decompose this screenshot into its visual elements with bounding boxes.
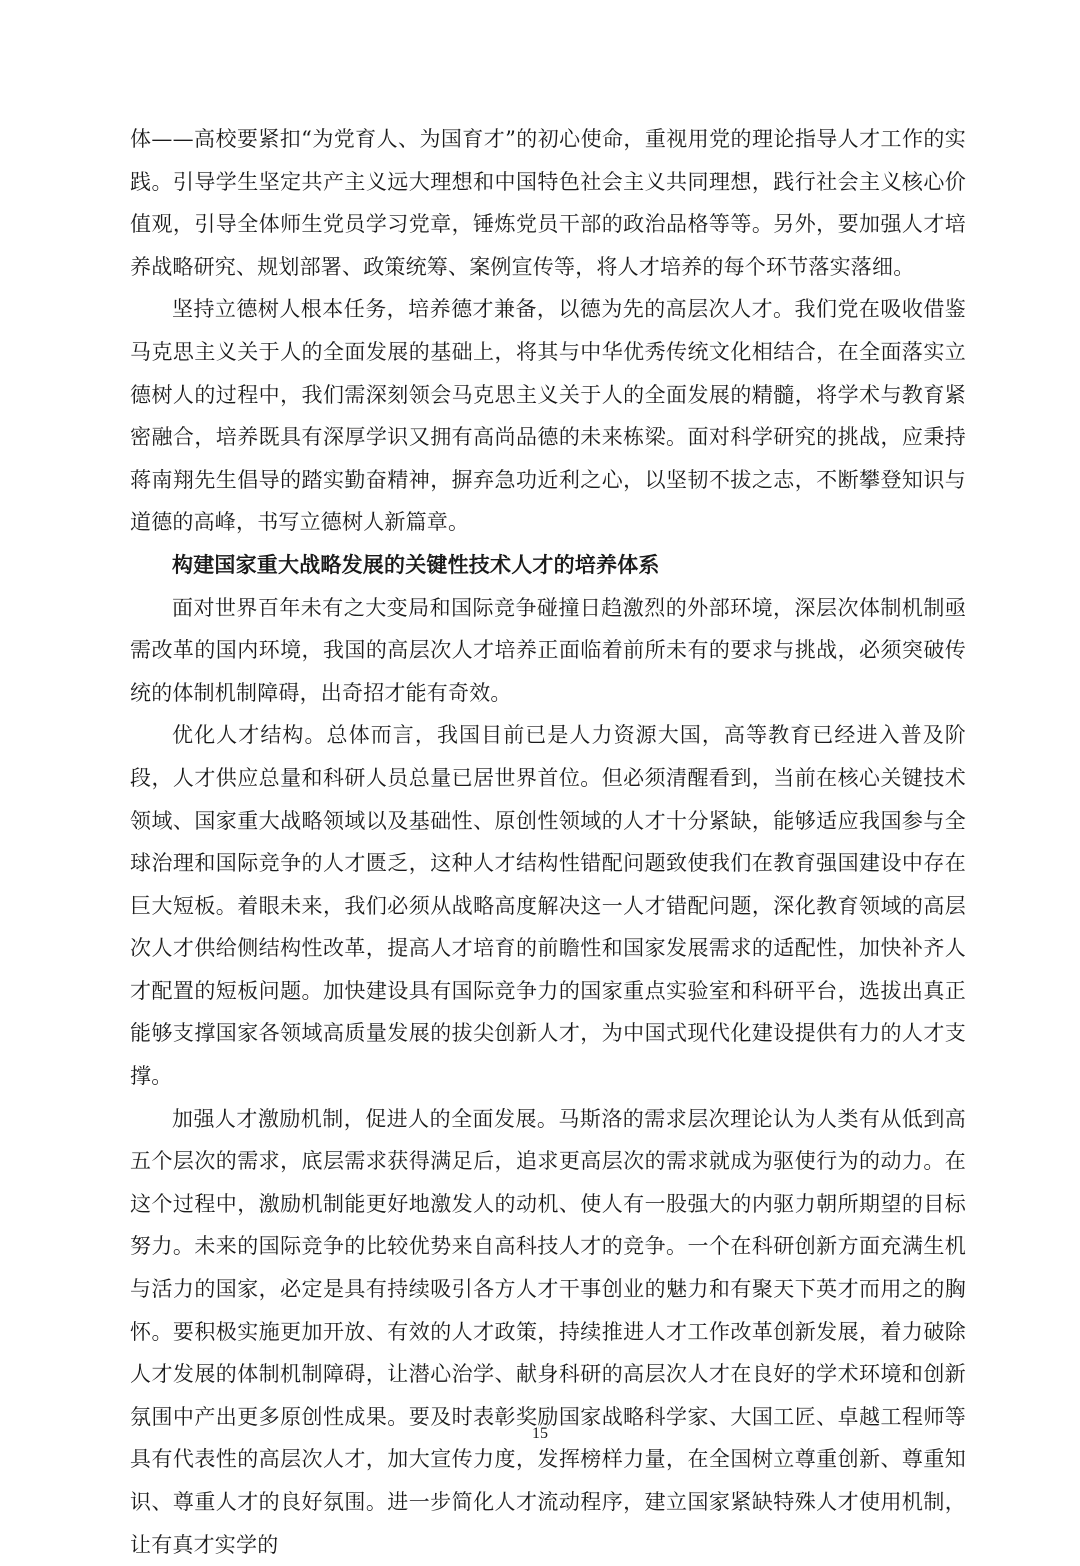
paragraph-incentive-mechanism: 加强人才激励机制，促进人的全面发展。马斯洛的需求层次理论认为人类有从低到高五个层次的需求，底层需求获得满足后，追求更高层次的需求就成为驱使行为的动力。在这个过程中，激励机制能更好地激发人的动机、使人有一股强大的内驱力朝所期望的目标努力。未来的国际竞争的比较优势来自高科技人才的竞争。一个在科研创新方面充满生机与活力的国家，必定是具有持续吸引各方人才干事创业的魅力和有聚天下英才而用之的胸怀。要积极实施更加开放、有效的人才政策，持续推进人才工作改革创新发展，着力破除人才发展的体制机制障碍，让潜心治学、献身科研的高层次人才在良好的学术环境和创新氛围中产出更多原创性成果。要及时表彰奖励国家战略科学家、大国工匠、卓越工程师等具有代表性的高层次人才，加大宣传力度，发挥榜样力量，在全国树立尊重创新、尊重知识、尊重人才的良好氛围。进一步简化人才流动程序，建立国家紧缺特殊人才使用机制，让有真才实学的 [130, 1106, 966, 1557]
paragraph-environment: 面对世界百年未有之大变局和国际竞争碰撞日趋激烈的外部环境，深层次体制机制亟需改革的国内环境，我国的高层次人才培养正面临着前所未有的要求与挑战，必须突破传统的体制机制障碍，出奇招才能有奇效。 [130, 595, 966, 705]
page-number: 15 [532, 1425, 548, 1442]
section-heading: 构建国家重大战略发展的关键性技术人才的培养体系 [172, 552, 660, 577]
paragraph-moral-education: 坚持立德树人根本任务，培养德才兼备，以德为先的高层次人才。我们党在吸收借鉴马克思主义关于人的全面发展的基础上，将其与中华优秀传统文化相结合，在全面落实立德树人的过程中，我们需深刻领会马克思主义关于人的全面发展的精髓，将学术与教育紧密融合，培养既具有深厚学识又拥有高尚品德的未来栋梁。面对科学研究的挑战，应秉持蒋南翔先生倡导的踏实勤奋精神，摒弃急功近利之心，以坚韧不拔之志，不断攀登知识与道德的高峰，书写立德树人新篇章。 [130, 297, 966, 535]
paragraph-continuation: 体——高校要紧扣“为党育人、为国育才”的初心使命，重视用党的理论指导人才工作的实践。引导学生坚定共产主义远大理想和中国特色社会主义共同理想，践行社会主义核心价值观，引导全体师生党员学习党章，锤炼党员干部的政治品格等等。另外，要加强人才培养战略研究、规划部署、政策统筹、案例宣传等，将人才培养的每个环节落实落细。 [130, 127, 966, 279]
body-text [130, 118, 966, 1566]
paragraph-talent-structure: 优化人才结构。总体而言，我国目前已是人力资源大国，高等教育已经进入普及阶段，人才供应总量和科研人员总量已居世界首位。但必须清醒看到，当前在核心关键技术领域、国家重大战略领域以及基础性、原创性领域的人才十分紧缺，能够适应我国参与全球治理和国际竞争的人才匮乏，这种人才结构性错配问题致使我们在教育强国建设中存在巨大短板。着眼未来，我们必须从战略高度解决这一人才错配问题，深化教育领域的高层次人才供给侧结构性改革，提高人才培育的前瞻性和国家发展需求的适配性，加快补齐人才配置的短板问题。加快建设具有国际竞争力的国家重点实验室和科研平台，选拔出真正能够支撑国家各领域高质量发展的拔尖创新人才，为中国式现代化建设提供有力的人才支撑。 [130, 723, 966, 1089]
